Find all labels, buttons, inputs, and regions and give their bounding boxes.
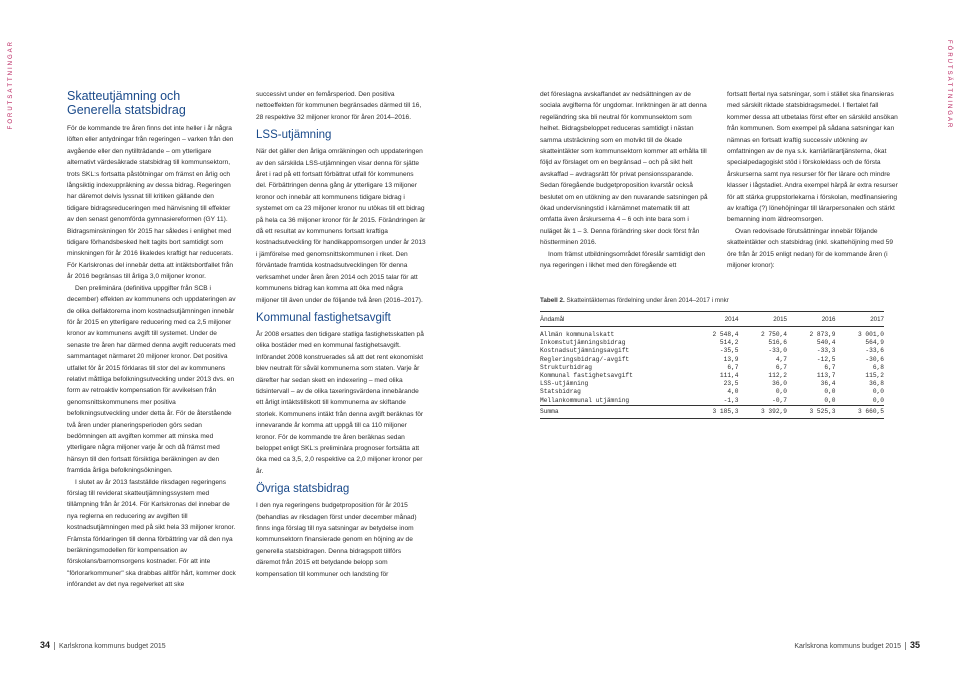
footer-divider bbox=[905, 642, 906, 650]
column-header: 2016 bbox=[787, 312, 836, 327]
table-row bbox=[540, 347, 884, 355]
table-row bbox=[540, 339, 884, 347]
table-cell: 0,0 bbox=[824, 396, 836, 404]
table-cell: 4,7 bbox=[775, 355, 787, 363]
table-cell: 6,7 bbox=[824, 363, 836, 371]
table-cell: 36,0 bbox=[772, 380, 787, 388]
table-sum-cell: 3 660,5 bbox=[836, 405, 885, 418]
column-header: 2014 bbox=[690, 312, 739, 327]
page-number: 34 bbox=[40, 640, 51, 650]
table-cell: 113,7 bbox=[816, 372, 836, 380]
table-cell: 13,9 bbox=[723, 355, 739, 363]
paragraph: det föreslagna avskaffandet av nedsättningen av de sociala avgifterna för ungdomar. Inriktningen är att denna regeländring ska bli neutral för kommunsektorn som helhet. Bidragsbeloppet reduceras samtidigt i nästan samma utsträckning som en motvikt till de ökade skatteintäkter som kommunsektorn kommer att erhålla till följd av förslaget om en begränsad – och på sikt helt avskaffad – avdragsrätt för privat pensionssparande. Sedan föregående budgetproposition kvarstår också beslutet om en utökning av den nuvarande satsningen på ökad undervisningstid i kärnämnet matematik till att omfatta även årskurserna 4 – 6 och inte bara som i nuläget åk 1 – 3. Denna förändring sker dock först från höstterminen 2016. bbox=[540, 91, 708, 247]
table-cell: 2 750,4 bbox=[761, 331, 787, 338]
heading-ovriga-statsbidrag: Övriga statsbidrag bbox=[256, 483, 350, 496]
table-cell: -33,6 bbox=[865, 347, 884, 355]
table-cell: 2 548,4 bbox=[712, 331, 739, 338]
paragraph: När det gäller den årliga omräkningen och uppdateringen av den särskilda LSS-utjämningen visar denna för sjätte året i rad på ett fortsatt förbättrat utfall för kommunens del. Förbättringen denna gång är ytterligare 13 miljoner kronor och innebär att kommunens tidigare bidrag i systemet om ca 23 miljoner kronor nu utökas till ett bidrag på hela ca 36 miljoner kronor för år 2015. Förändringen är då ett resultat av kommunens fortsatt kraftiga kostnadsutveckling för handikappomsorgen under år 2013 i jämförelse med genomsnittskommunen i riket. Den förväntade framtida kostnadsutvecklingen för denna verksamhet under åren åren 2014 och 2015 talar för att kommunens bidrag kan komma att öka med några miljoner till även under de följande två åren (2016–2017). bbox=[256, 148, 426, 304]
footer-right bbox=[794, 640, 920, 650]
column-4 bbox=[727, 89, 899, 272]
table-cell: Strukturbidrag bbox=[540, 363, 592, 371]
table-cell: 0,0 bbox=[775, 388, 787, 396]
footer-text: Karlskrona kommuns budget 2015 bbox=[59, 643, 166, 650]
table-cell: -30,6 bbox=[865, 355, 884, 363]
heading-lss: LSS-utjämning bbox=[256, 129, 332, 142]
table-cell: 36,8 bbox=[869, 380, 884, 388]
paragraph: I den nya regeringens budgetproposition för år 2015 (behandlas av riksdagen först under december månad) finns inga förslag till nya satsningar av betydelse inom kommunsektorn finansierade genom en höjning av de generella statsbidragen. Denna bidragspott tillförs däremot från 2015 ett betydande belopp som kompensation till kommuner och landsting för bbox=[256, 502, 417, 578]
table-cell: 6,7 bbox=[727, 363, 739, 371]
heading-fastighetsavgift: Kommunal fastighetsavgift bbox=[256, 311, 391, 324]
table-cell: 3 001,0 bbox=[858, 331, 884, 338]
table-row bbox=[540, 327, 884, 340]
paragraph: År 2008 ersattes den tidigare statliga fastighetsskatten på olika bostäder med en kommunal fastighetsavgift. Införandet 2008 konstruerades så att det rent ekonomiskt blev neutralt för såväl kommunerna som staten. Varje år därefter har sedan skett en indexering – med olika tidsintervall – av de olika taxeringsvärdena innebärande ett årligt intäktstillskott till kommunerna av skiftande storlek. Kommunens intäkt från denna avgift beräknas för innevarande år komma att uppgå till ca 110 miljoner kronor. För de kommande tre åren beräknas sedan beloppet enligt SKL:s preliminära prognoser fortsätta att öka med ca 3,5, 2,0 respektive ca 2,0 miljoner kronor per år. bbox=[256, 330, 424, 475]
table-sum-row bbox=[540, 405, 884, 418]
table-cell: 0,0 bbox=[872, 396, 884, 404]
column-2 bbox=[256, 89, 426, 580]
table-cell: 0,0 bbox=[872, 388, 884, 396]
side-tab-left: FÖRUTSÄTTNINGAR bbox=[8, 40, 14, 130]
paragraph: successivt under en femårsperiod. Den positiva nettoeffekten för kommunen begränsades därmed till 16, 28 respektive 32 miljoner kronor för åren 2014–2016. bbox=[256, 91, 422, 121]
table-caption bbox=[540, 297, 729, 304]
table-caption-label: Tabell 2. bbox=[540, 297, 565, 304]
footer-divider bbox=[54, 642, 55, 650]
table-cell: 36,4 bbox=[820, 380, 836, 388]
heading-skatteutjamning: Skatteutjämning och Generella statsbidrag bbox=[67, 89, 186, 117]
table-cell: -33,3 bbox=[816, 347, 836, 355]
column-1 bbox=[67, 89, 237, 591]
table-row bbox=[540, 364, 884, 372]
table-cell: 564,9 bbox=[865, 339, 884, 347]
table-cell: 115,2 bbox=[865, 372, 884, 380]
table-caption-text: Skatteintäkternas fördelning under åren 2014–2017 i mnkr bbox=[566, 297, 729, 304]
paragraph: fortsatt flertal nya satsningar, som i stället ska finansieras med särskilt riktade statsbidragsmedel. I flertalet fall kommer dessa att utbetalas först efter en särskild ansökan från kommunen. Som exempel på sådana satsningar kan nämnas en fortsatt kraftig successiv utökning av omfattningen av de nya s.k. karriärlärartjänsterna, ökat specialpedagogiskt stöd i förskoleklass och de första årskurserna samt nya resurser för fler lärare och mindre klasser i lågstadiet. Andra exempel härpå är extra resurser för att stärka gruppstorlekarna i förskolan, medfinansiering av kraftiga (?) lönehöjningar till lärarpersonalen och stärkt bemanning inom äldreomsorgen. bbox=[727, 91, 898, 224]
table-cell: -12,5 bbox=[816, 355, 836, 363]
table-cell: 6,8 bbox=[872, 363, 884, 371]
paragraph: För de kommande tre åren finns det inte heller i år några löften eller antydningar från regeringen – varken från den avgående eller den nytillträdande – om ytterligare alternativt värdesäkrade statsbidrag till kommunsektorn, trots SKL:s fortsatta påstötningar om främst en årlig och långsiktig indexuppräkning av dessa bidrag. Regeringen har däremot delvis lyssnat till kritiken gällande den tidigare bidragsreduceringen med hänvisning till effekter av den senast genomförda gymnasiereformen (GY 11). Bidragsminskningen för 2015 har således i enlighet med tidigare förhandsbesked helt tagits bort samtidigt som minskningen för år 2016 likaledes kraftigt har reducerats. För Karlskronas del innebär detta att intäktsbortfallet från år 2016 begränsas till årliga 3,0 miljoner kronor. bbox=[67, 125, 234, 281]
table-cell: 112,2 bbox=[768, 372, 787, 380]
paragraph: I slutet av år 2013 fastställde riksdagen regeringens förslag till reviderat skatteutjämningssystem med tillämpning från år 2014. För Karlskronas del innebar de nya reglerna en reducering av avgiften till kostnadsutjämningen med på sikt hela 33 miljoner kronor. Främsta förklaringen till denna förbättring var då den nya beräkningsmodellen för kompensation av förskolans/barnomsorgens kostnader. För att inte "förlorarkommuner" ska drabbas alltför hårt, kommer dock införandet av det nya regelverket att ske bbox=[67, 478, 236, 589]
table-cell: -35,5 bbox=[719, 347, 739, 355]
page-number: 35 bbox=[909, 640, 920, 650]
table-cell: 111,4 bbox=[719, 372, 739, 380]
table-cell: 6,7 bbox=[775, 363, 787, 371]
table-header-row bbox=[540, 312, 884, 327]
table-sum-cell: 3 525,3 bbox=[787, 405, 836, 418]
column-header: 2017 bbox=[836, 312, 885, 327]
table-cell: Inkomstutjämningsbidrag bbox=[540, 339, 626, 347]
table-cell: 0,0 bbox=[824, 388, 836, 396]
table-cell: 2 873,9 bbox=[809, 331, 836, 338]
table-cell: Mellankommunal utjämning bbox=[540, 396, 630, 404]
table-cell: -33,0 bbox=[768, 347, 787, 355]
table-cell: -1,3 bbox=[723, 396, 739, 404]
table-cell: Statsbidrag bbox=[540, 388, 581, 396]
table-cell: 540,4 bbox=[816, 339, 836, 347]
table-cell: Allmän kommunalskatt bbox=[540, 331, 615, 338]
table-cell: Regleringsbidrag/-avgift bbox=[540, 355, 630, 363]
table-cell: 23,5 bbox=[723, 380, 739, 388]
paragraph: Inom främst utbildningsområdet föreslår samtidigt den nya regeringen i likhet med den föregående ett bbox=[540, 250, 706, 270]
table-row bbox=[540, 397, 884, 406]
table-row bbox=[540, 372, 884, 380]
column-header: 2015 bbox=[739, 312, 788, 327]
table-cell: 514,2 bbox=[719, 339, 739, 347]
column-3 bbox=[540, 89, 712, 272]
footer-text: Karlskrona kommuns budget 2015 bbox=[794, 643, 901, 650]
paragraph: Ovan redovisade förutsättningar innebär följande skatteintäkter och statsbidrag (inkl. skattehöjning med 59 öre från år 2015 enligt nedan) för de kommande åren (i miljoner kronor): bbox=[727, 227, 894, 270]
table-sum-cell: 3 185,3 bbox=[690, 405, 739, 418]
table-cell: 516,6 bbox=[768, 339, 787, 347]
footer-left bbox=[40, 640, 166, 650]
table-row bbox=[540, 388, 884, 396]
side-tab-right: FÖRUTSÄTTNINGAR bbox=[946, 40, 952, 130]
column-header: Ändamål bbox=[540, 312, 690, 327]
paragraph: Den preliminära (definitiva uppgifter från SCB i december) effekten av kommunens och uppdateringen av de olika delfaktorerna inom kostnadsutjämningen innebär för år 2015 en ytterligare reducering med ca 2,5 miljoner kronor av kommunens avgift till systemet. Under de senaste tre åren har därmed denna avgift reducerats med sammantaget närmaret 20 miljoner kronor. Det positiva utfallet för år 2015 förklaras till stor del av kommunens relativt måttliga befolkningsutveckling under 2013 dvs. en form av retroaktiv kompensation för avvikelsen från genomsnittskommunens mer positiva befolkningsutveckling under detta år. För de återstående två åren under planeringsperioden görs sedan bedömningen att avgiften kommer att minska med ytterligare några miljoner varje år och då främst med hänsyn till den fortsatt försiktiga beräkningen av den framtida årliga befolkningsökningen. bbox=[67, 284, 236, 475]
tax-revenue-table bbox=[540, 311, 884, 419]
table-row bbox=[540, 356, 884, 364]
table-sum-cell: 3 392,9 bbox=[739, 405, 788, 418]
table-cell: -0,7 bbox=[772, 396, 787, 404]
table-cell: 4,0 bbox=[727, 388, 739, 396]
table-row bbox=[540, 380, 884, 388]
table-sum-cell: Summa bbox=[540, 405, 690, 418]
table-cell: Kommunal fastighetsavgift bbox=[540, 372, 633, 380]
table-cell: Kostnadsutjämningsavgift bbox=[540, 347, 630, 355]
table-cell: LSS-utjämning bbox=[540, 380, 589, 388]
